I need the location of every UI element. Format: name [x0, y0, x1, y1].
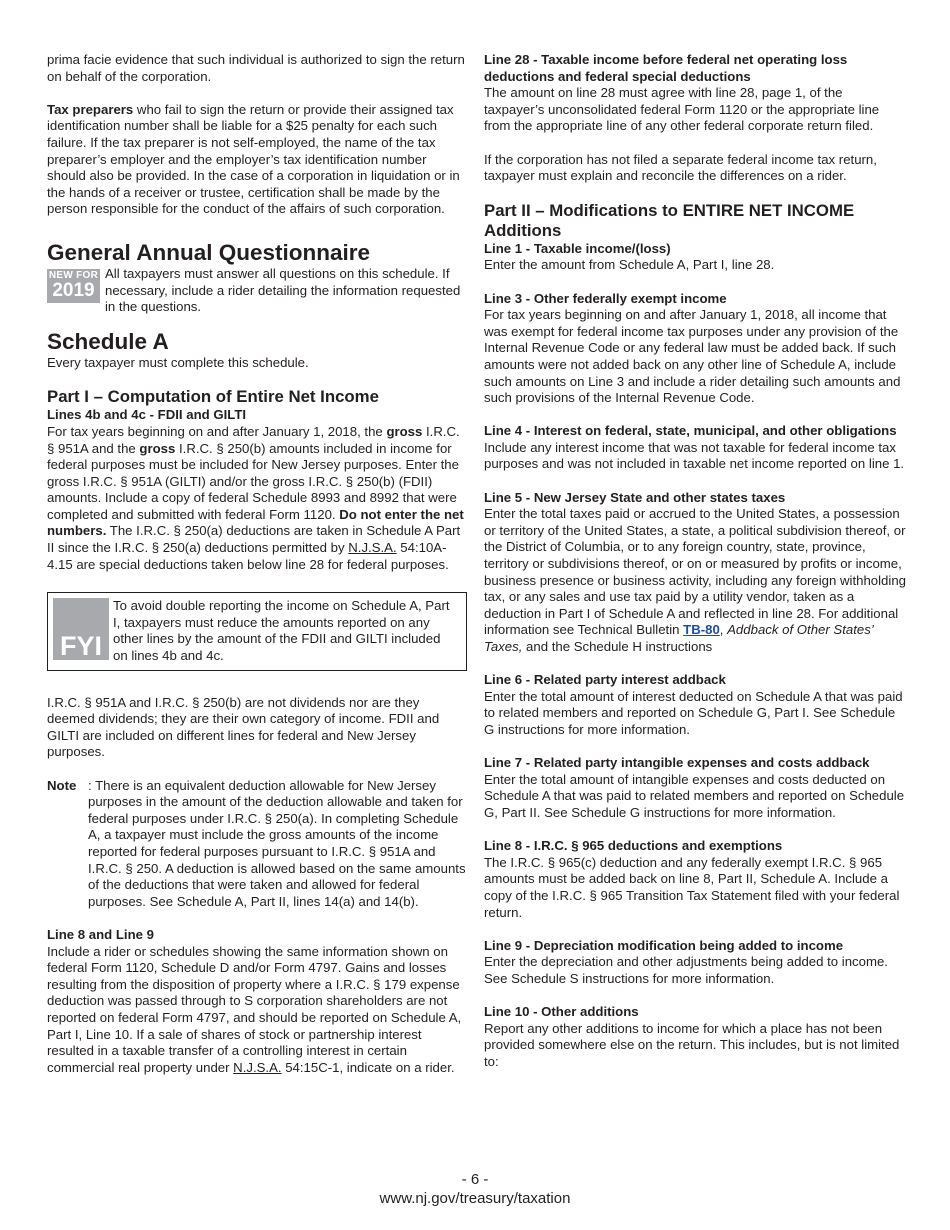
line-8-9-heading: Line 8 and Line 9: [47, 926, 154, 942]
line-8-9-text: Include a rider or schedules showing the same information shown on federal Form 1120, Schedule D and/or Form 4797. Gains and losses resulting from the disposition of property where a I.R.C. § 179 expense deduction was passed through to S corporation shareholders are not reported on federal Form 4797, and should be reported on Schedule A, Part I, Line 10. If a sale of shares of stock or partnership interest resulted in a taxable transfer of a controlling interest in certain commercial real property under N.J.S.A. 54:15C-1, indicate on a rider.: [47, 943, 462, 1075]
page-number: - 6 -: [461, 1171, 489, 1188]
line-8-text: The I.R.C. § 965(c) deduction and any federally exempt I.R.C. § 965 amounts must be added back on line 8, Part II, Schedule A. Include a copy of the I.R.C. § 965 Transition Tax Statement filed with your federal return.: [484, 854, 900, 920]
line-5-heading: Line 5 - New Jersey State and other states taxes: [484, 489, 786, 505]
lines-4b-4c-text: For tax years beginning on and after January 1, 2018, the gross I.R.C. § 951A and the gross I.R.C. § 250(b) amounts included in income for federal purposes must be included for New Jersey purposes. Enter the gross I.R.C. § 951A (GILTI) and/or the gross I.R.C. § 250(b) (FDII) amounts. Include a copy of federal Schedule 8993 and 8992 that were completed and submitted with federal Form 1120. Do not enter the net numbers. The I.R.C. § 250(a) deductions are taken in Schedule A Part II since the I.R.C. § 250(a) deductions permitted by N.J.S.A. 54:10A-4.15 are special deductions taken below line 28 for federal purposes.: [47, 423, 464, 572]
tax-preparers-label: Tax preparers: [47, 101, 134, 117]
schedule-a-text: Every taxpayer must complete this schedule.: [47, 354, 309, 370]
fyi-callout: [47, 592, 467, 670]
line-6-text: Enter the total amount of interest deducted on Schedule A that was paid to related members and reported on Schedule G, Part I. See Schedule G instructions for more information.: [484, 688, 903, 737]
line-3-heading: Line 3 - Other federally exempt income: [484, 290, 727, 306]
line-1-text: Enter the amount from Schedule A, Part I, line 28.: [484, 257, 775, 273]
line-5-text: Enter the total taxes paid or accrued to the United States, a possession or territory of the United States, a state, a political subdivision thereof, or the District of Columbia, or to any foreign country, state, province, territory or subdivisions thereof, or on or measured by profits or income, business presence or business activity, including any foreign withholding tax, or any sales and use tax paid by a utility vendor, taken as a deduction in Part I of Schedule A and reflected in line 28. For additional information see Technical Bulletin TB-80, Addback of Other States’ Taxes, and the Schedule H instructions: [484, 506, 906, 654]
line-4-heading: Line 4 - Interest on federal, state, municipal, and other obligations: [484, 423, 897, 439]
questionnaire-text: All taxpayers must answer all questions on this schedule. If necessary, include a rider detailing the information requested in the questions.: [105, 265, 461, 315]
right-column: [484, 52, 906, 1070]
line-10-heading: Line 10 - Other additions: [484, 1004, 639, 1020]
intro-paragraph: prima facie evidence that such individual is authorized to sign the return on behalf of the corporation.: [47, 52, 465, 84]
line-28-heading: Line 28 - Taxable income before federal net operating loss deductions and federal special deductions: [484, 52, 848, 84]
line-8-heading: Line 8 - I.R.C. § 965 deductions and exemptions: [484, 838, 783, 854]
note-block: [47, 778, 467, 911]
line-28-text-2: If the corporation has not filed a separate federal income tax return, taxpayer must explain and reconcile the differences on a rider.: [484, 151, 877, 184]
line-7-heading: Line 7 - Related party intangible expenses and costs addback: [484, 755, 870, 771]
part-2-heading: Part II – Modifications to ENTIRE NET INCOME Additions: [484, 200, 855, 240]
fyi-text: To avoid double reporting the income on Schedule A, Part I, taxpayers must reduce the amounts reported on any other lines by the amount of the FDII and GILTI included on lines 4b and 4c.: [113, 598, 450, 664]
line-3-text: For tax years beginning on and after January 1, 2018, all income that was exempt for federal income tax purposes under any provision of the Internal Revenue Code or any federal law must be added back. If such amounts were not added back on any other line of Schedule A, include such amounts on Line 3 and include a rider detailing such amounts and such provisions of the Internal Revenue Code.: [484, 307, 901, 406]
schedule-a-heading: Schedule A: [47, 328, 169, 354]
fyi-badge: FYI: [53, 598, 109, 660]
line-7-text: Enter the total amount of intangible expenses and costs deducted on Schedule A that was paid to related members and reported on Schedule G, Part II. See Schedule G instructions for more information.: [484, 771, 905, 820]
left-column: [47, 52, 467, 1076]
tb-80-link[interactable]: TB-80: [683, 622, 720, 638]
tax-preparers-paragraph: [47, 102, 467, 218]
questionnaire-heading: General Annual Questionnaire: [47, 239, 370, 265]
line-4-text: Include any interest income that was not taxable for federal income tax purposes and was not included in taxable net income reported on line 1.: [484, 439, 905, 472]
part-1-heading: Part I – Computation of Entire Net Income: [47, 387, 379, 407]
badge-line-1: NEW FOR: [48, 270, 99, 282]
line-10-text: Report any other additions to income for which a place has not been provided somewhere else on the return. This includes, but is not limited to:: [484, 1020, 900, 1069]
questionnaire-block: [47, 266, 467, 316]
tax-preparers-text: who fail to sign the return or provide their assigned tax identification number shall be liable for a $25 penalty for each such failure. If the tax preparer is not self-employed, the name of the tax preparer’s employer and the employer’s tax identification number should also be provided. In the case of a corporation in liquidation or in the hands of a receiver or trustee, certification shall be made by the person responsible for the conduct of the affairs of such corporation.: [47, 101, 460, 217]
line-6-heading: Line 6 - Related party interest addback: [484, 672, 726, 688]
line-1-heading: Line 1 - Taxable income/(loss): [484, 240, 671, 256]
note-label: Note: [47, 777, 77, 793]
new-for-2019-badge: [47, 269, 100, 303]
badge-line-2: 2019: [52, 280, 95, 302]
line-9-text: Enter the depreciation and other adjustments being added to income. See Schedule S instructions for more information.: [484, 954, 888, 986]
footer-url: www.nj.gov/treasury/taxation: [379, 1190, 571, 1207]
lines-4b-4c-heading: Lines 4b and 4c - FDII and GILTI: [47, 407, 247, 423]
line-9-heading: Line 9 - Depreciation modification being added to income: [484, 937, 844, 953]
line-28-text: The amount on line 28 must agree with line 28, page 1, of the taxpayer’s unconsolidated federal Form 1120 or the appropriate line from the appropriate line of any other federal corporate return filed.: [484, 85, 880, 134]
irc-paragraph: I.R.C. § 951A and I.R.C. § 250(b) are not dividends nor are they deemed dividends; they are their own category of income. FDII and GILTI are included on different lines for federal and New Jersey purposes.: [47, 694, 440, 760]
note-text: : There is an equivalent deduction allowable for New Jersey purposes in the amount of the deduction allowable and taken for federal purposes under I.R.C. § 250(a). In completing Schedule A, a taxpayer must include the gross amounts of the income reported for federal purposes pursuant to I.R.C. § 951A and I.R.C. § 250. A deduction is allowed based on the same amounts of the deductions that were taken and allowed for federal purposes. See Schedule A, Part II, lines 14(a) and 14(b).: [88, 777, 466, 909]
